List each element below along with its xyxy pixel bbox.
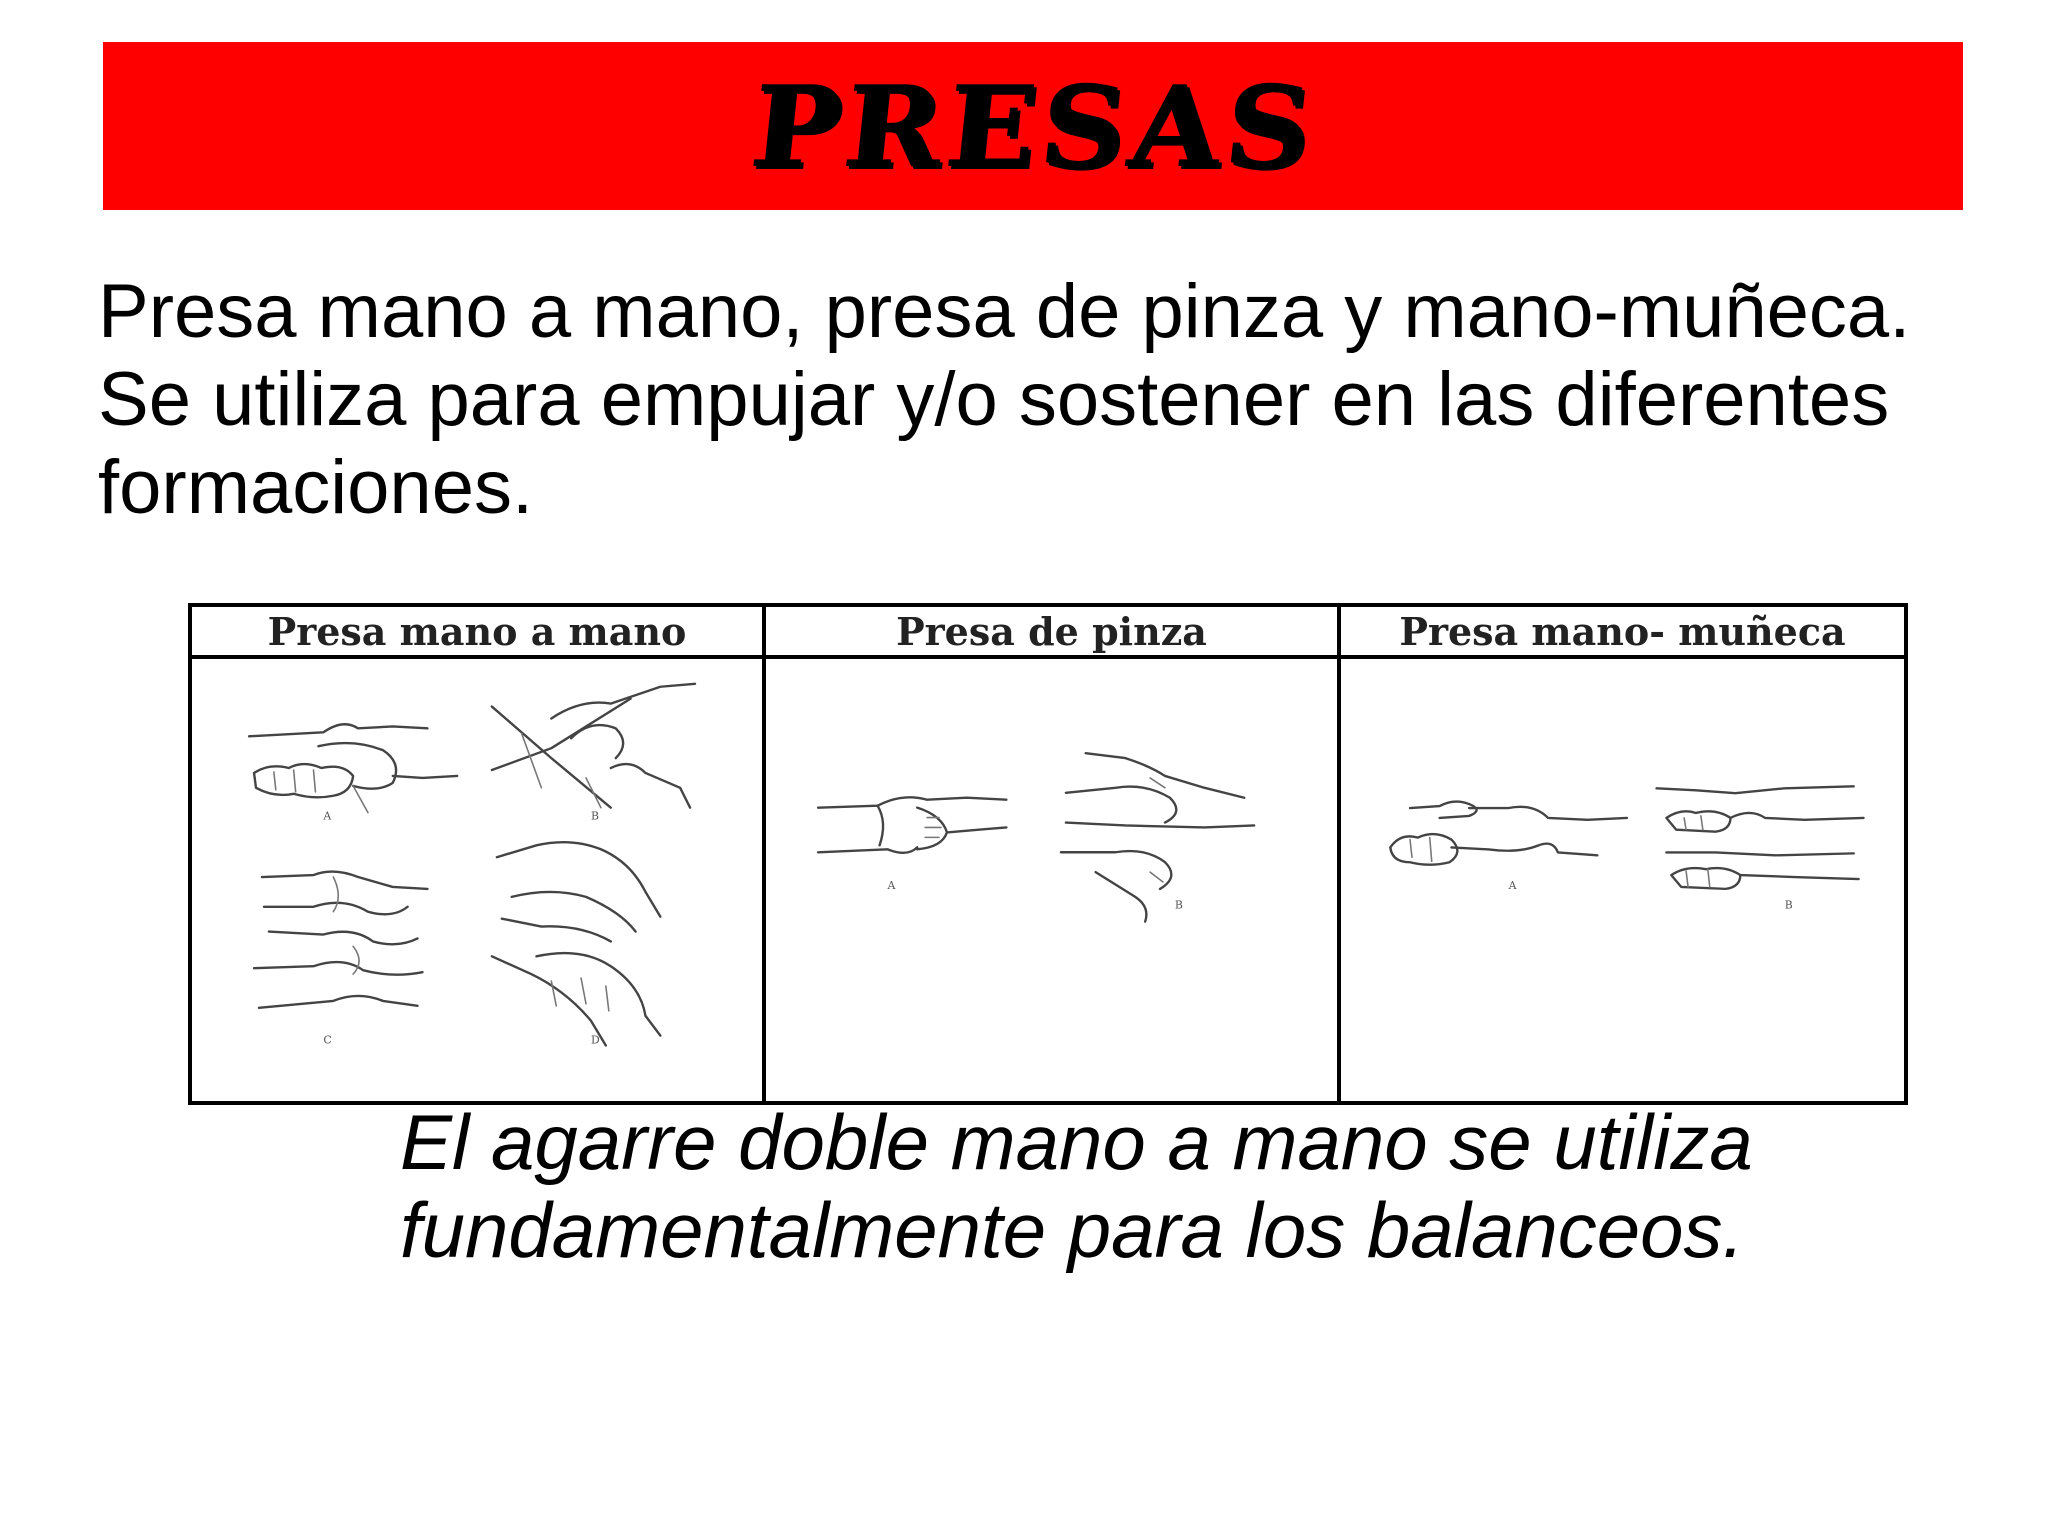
- fig-label-d: D: [590, 1033, 600, 1047]
- cell-mano-a-mano: [192, 659, 766, 1101]
- fig-label-b: B: [590, 809, 599, 823]
- caption-line: El agarre doble mano a mano se utiliza: [400, 1098, 1753, 1186]
- hand-sketch-b: [492, 684, 695, 808]
- cell-pinza: [766, 659, 1341, 1101]
- title-banner: [103, 42, 1963, 210]
- cell-mano-muneca: [1341, 659, 1904, 1101]
- hand-wrist-grip-illustration: [1341, 659, 1904, 1101]
- header-presa-mano-a-mano: Presa mano a mano: [192, 607, 766, 659]
- caption-text: [400, 1098, 1900, 1274]
- fig-label-b: B: [1784, 898, 1793, 912]
- hand-sketch-c: [254, 872, 427, 1008]
- hand-sketch-d: [492, 842, 660, 1045]
- hand-sketch-a: [1390, 802, 1627, 865]
- header-presa-de-pinza: Presa de pinza: [766, 607, 1341, 659]
- hand-sketch-b: [1657, 786, 1864, 889]
- fig-label-b: B: [1174, 898, 1183, 912]
- fig-label-a: A: [887, 878, 896, 892]
- hand-sketch-b: [1061, 753, 1254, 921]
- header-presa-mano-muneca: Presa mano- muñeca: [1341, 607, 1904, 659]
- body-paragraph: [98, 268, 2038, 532]
- body-line: Presa mano a mano, presa de pinza y mano-muñeca.: [98, 269, 1911, 354]
- slide-title: PRESAS: [744, 59, 1322, 193]
- pinch-grip-illustration: [766, 659, 1337, 1101]
- fig-label-a: A: [323, 809, 332, 823]
- hand-sketch-a: [818, 797, 1006, 853]
- fig-label-c: C: [323, 1033, 332, 1047]
- body-line: Se utiliza para empujar y/o sostener en las diferentes: [98, 357, 1890, 442]
- hand-grip-illustration: [192, 659, 762, 1101]
- caption-line: fundamentalmente para los balanceos.: [400, 1186, 1745, 1274]
- hand-sketch-a: [249, 724, 457, 812]
- body-line: formaciones.: [98, 445, 534, 530]
- fig-label-a: A: [1508, 878, 1517, 892]
- grip-types-table: [188, 603, 1908, 1105]
